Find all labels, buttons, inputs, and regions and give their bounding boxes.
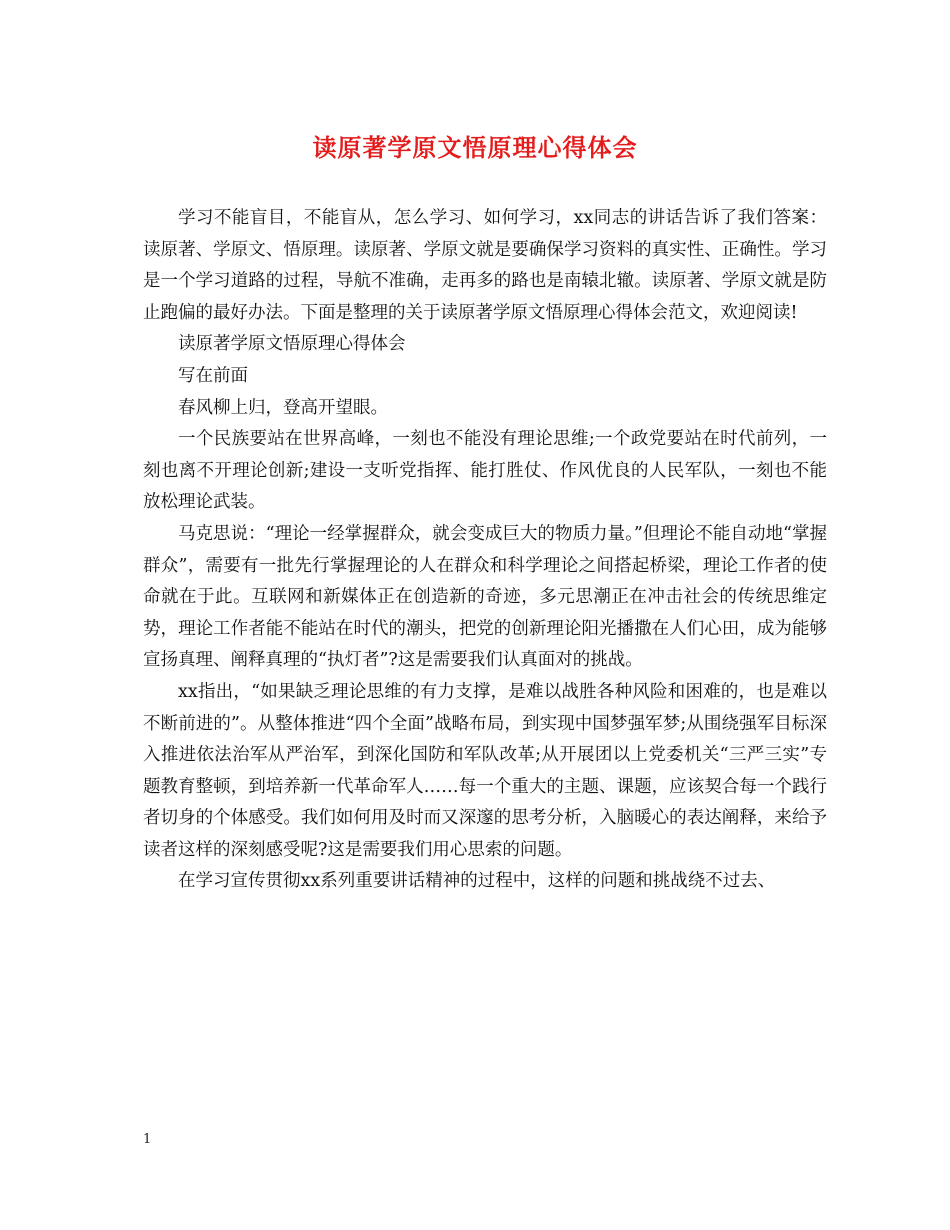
paragraph-theory-thinking: 一个民族要站在世界高峰，一刻也不能没有理论思维;一个政党要站在时代前列，一刻也离不开理论创新;建设一支听党指挥、能打胜仗、作风优良的人民军队，一刻也不能放松理论武装。 [143, 429, 827, 513]
paragraph-marx-quote: 马克思说：“理论一经掌握群众，就会变成巨大的物质力量。”但理论不能自动地“掌握群众”，需要有一批先行掌握理论的人在群众和科学理论之间搭起桥梁，理论工作者的使命就在于此。互联网和新媒体正在创造新的奇迹，多元思潮正在冲击社会的传统思维定势，理论工作者能不能站在时代的潮头，把党的创新理论阳光播撒在人们心田，成为能够宣扬真理、阐释真理的“执灯者”?这是需要我们认真面对的挑战。 [143, 523, 827, 671]
paragraph-subtitle: 读原著学原文悟原理心得体会 [178, 334, 406, 355]
paragraph-intro: 学习不能盲目，不能盲从，怎么学习、如何学习，xx同志的讲话告诉了我们答案：读原著、学原文、悟原理。读原著、学原文就是要确保学习资料的真实性、正确性。学习是一个学习道路的过程，导航不准确，走再多的路也是南辕北辙。读原著、学原文就是防止跑偏的最好办法。下面是整理的关于读原著学原文悟原理心得体会范文，欢迎阅读! [143, 208, 827, 323]
document-body [143, 203, 827, 898]
paragraph-heading-preface: 写在前面 [178, 365, 248, 386]
page-number: 1 [143, 1132, 152, 1147]
paragraph-poem-line: 春风柳上归，登高开望眼。 [178, 397, 388, 418]
paragraph-study-process: 在学习宣传贯彻xx系列重要讲话精神的过程中，这样的问题和挑战绕不过去、 [178, 871, 776, 892]
paragraph-xx-points: xx指出，“如果缺乏理论思维的有力支撑，是难以战胜各种风险和困难的，也是难以不断前进的”。从整体推进“四个全面”战略布局，到实现中国梦强军梦;从围绕强军目标深入推进依法治军从严治军，到深化国防和军队改革;从开展团以上党委机关“三严三实”专题教育整顿，到培养新一代革命军人……每一个重大的主题、课题，应该契合每一个践行者切身的个体感受。我们如何用及时而又深邃的思考分析，入脑暖心的表达阐释，来给予读者这样的深刻感受呢?这是需要我们用心思索的问题。 [143, 681, 827, 860]
document-title: 读原著学原文悟原理心得体会 [312, 133, 638, 162]
